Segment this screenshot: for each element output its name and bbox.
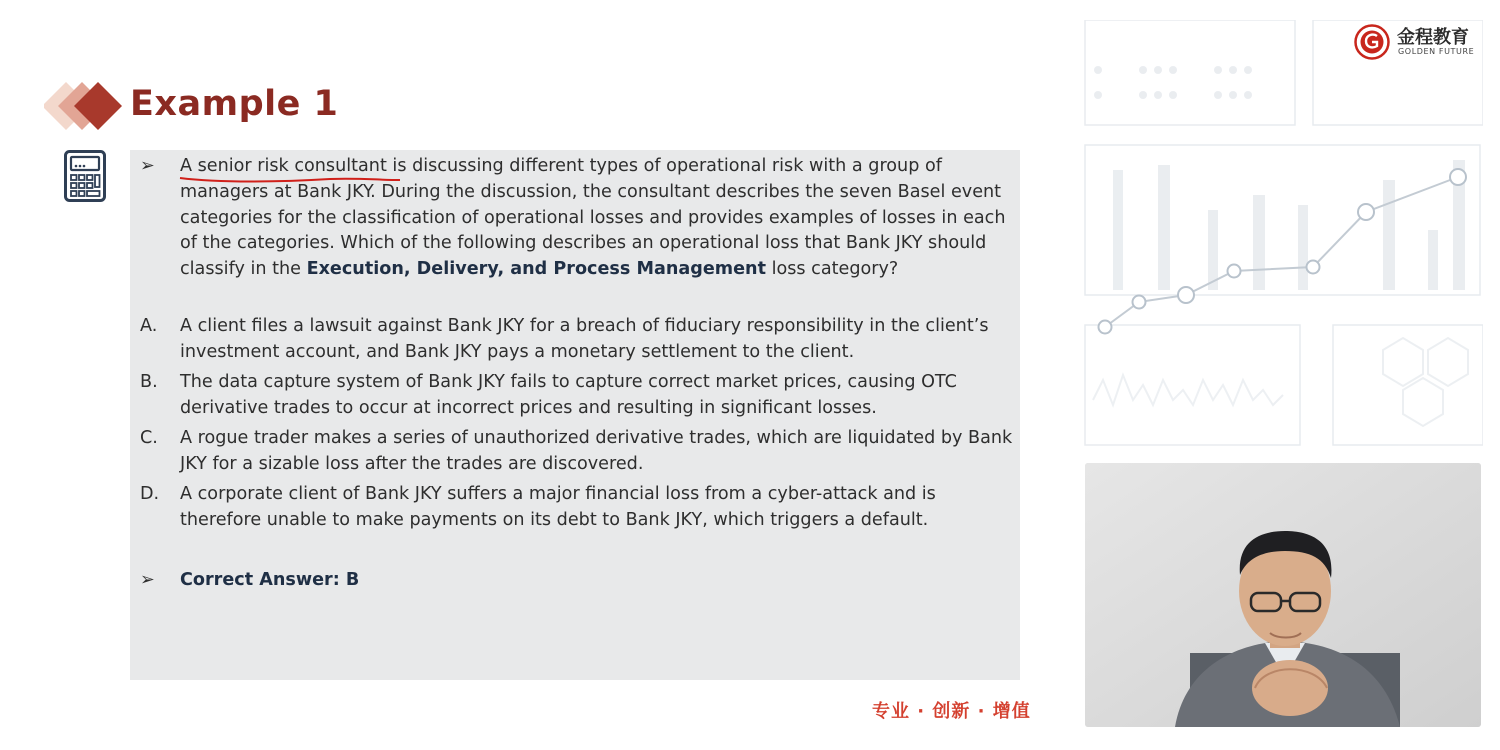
- option-d-letter: D.: [140, 484, 160, 504]
- option-c-text: A rogue trader makes a series of unauthorized derivative trades, which are liquidated by Bank JKY for a sizable loss after the trades are discovered.: [180, 428, 1013, 474]
- question-text-2: loss category?: [765, 259, 899, 280]
- correct-answer-text: Correct Answer: B: [180, 570, 360, 590]
- option-d-text: A corporate client of Bank JKY suffers a major financial loss from a cyber-attack and is therefore unable to make payments on its debt to Bank JKY, which triggers a default.: [180, 484, 936, 530]
- presenter-image: [1085, 463, 1481, 727]
- option-a-letter: A.: [140, 316, 158, 336]
- question-text-1: is discussing different types of operational risk with a group of managers at Bank JKY. During the discussion, the consultant describes the seven Basel event categories for the classification of operational losses and provides examples of losses in each of the categories. Which of the following describes an operational loss that Bank JKY should classify in the: [180, 156, 1006, 280]
- question-text: [180, 154, 1015, 283]
- option-c-letter: C.: [140, 428, 158, 448]
- option-b-text: The data capture system of Bank JKY fails to capture correct market prices, causing OTC derivative trades to occur at incorrect prices and resulting in significant losses.: [180, 372, 957, 418]
- arrow-bullet-icon: ➢: [140, 156, 155, 176]
- logo-cn-text: 金程教育: [1397, 27, 1469, 48]
- motto: 专业 · 创新 · 增值: [872, 701, 1031, 722]
- option-a-text: A client files a lawsuit against Bank JKY for a breach of fiduciary responsibility in the client’s investment account, and Bank JKY pays a monetary settlement to the client.: [180, 316, 989, 362]
- golden-future-logo-icon: [1354, 24, 1390, 60]
- calculator-icon: [64, 150, 106, 202]
- question-lead: A senior risk consultant: [180, 156, 387, 176]
- logo-en-text: GOLDEN FUTURE: [1398, 47, 1475, 56]
- question-bold: Execution, Delivery, and Process Management: [306, 259, 766, 280]
- page-title: Example 1: [130, 84, 339, 124]
- question-panel: [130, 150, 1020, 680]
- option-b-letter: B.: [140, 372, 158, 392]
- diamond-chevrons-icon: [44, 82, 128, 130]
- arrow-bullet-icon: ➢: [140, 570, 155, 590]
- presenter-video[interactable]: [1085, 463, 1481, 727]
- company-logo: [1354, 22, 1488, 62]
- background-infographic: [1083, 20, 1483, 450]
